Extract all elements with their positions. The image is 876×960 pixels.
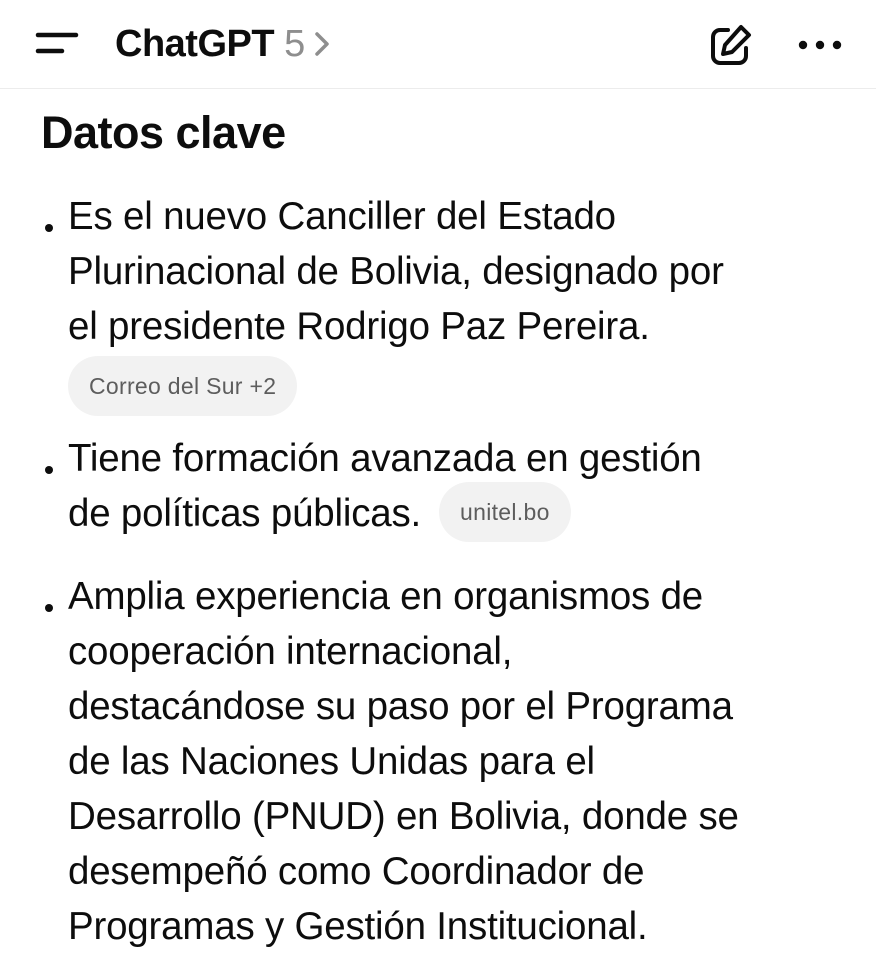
text-line: Amplia experiencia en organismos de <box>68 575 704 618</box>
text-line-with-chip <box>68 486 858 546</box>
text-line: desempeñó como Coordinador de <box>68 850 645 893</box>
bullet-text <box>68 569 858 954</box>
chat-message-content <box>0 89 876 960</box>
text-line: el presidente Rodrigo Paz Pereira. <box>68 305 650 348</box>
chevron-right-icon <box>311 29 333 59</box>
more-options-button[interactable] <box>792 22 848 68</box>
bullet-dot <box>45 466 53 474</box>
model-version: 5 <box>284 22 306 65</box>
model-selector[interactable] <box>115 20 333 68</box>
source-chip[interactable]: unitel.bo <box>439 482 571 542</box>
new-chat-edit-icon <box>704 20 756 72</box>
text-line: destacándose su paso por el Programa <box>68 685 733 728</box>
section-heading: Datos clave <box>41 107 286 158</box>
bullet-dot <box>45 604 53 612</box>
hamburger-menu-icon <box>24 20 88 68</box>
text-line: Plurinacional de Bolivia, designado por <box>68 250 724 293</box>
text-line: de las Naciones Unidas para el <box>68 740 595 783</box>
bullet-dot <box>45 224 53 232</box>
new-chat-button[interactable] <box>704 20 756 72</box>
source-chip[interactable]: Correo del Sur +2 <box>68 356 297 416</box>
text-line: Programas y Gestión Institucional. <box>68 905 648 948</box>
menu-button[interactable] <box>24 20 88 68</box>
bullet-text <box>68 189 858 354</box>
top-bar <box>0 0 876 89</box>
text-line: Tiene formación avanzada en gestión <box>68 437 702 480</box>
text-line: de políticas públicas. <box>68 492 422 536</box>
text-line: Desarrollo (PNUD) en Bolivia, donde se <box>68 795 739 838</box>
bullet-text <box>68 431 858 546</box>
text-line: cooperación internacional, <box>68 630 513 673</box>
text-line: Es el nuevo Canciller del Estado <box>68 195 616 238</box>
more-horizontal-icon <box>792 22 848 68</box>
app-title: ChatGPT <box>115 22 275 65</box>
